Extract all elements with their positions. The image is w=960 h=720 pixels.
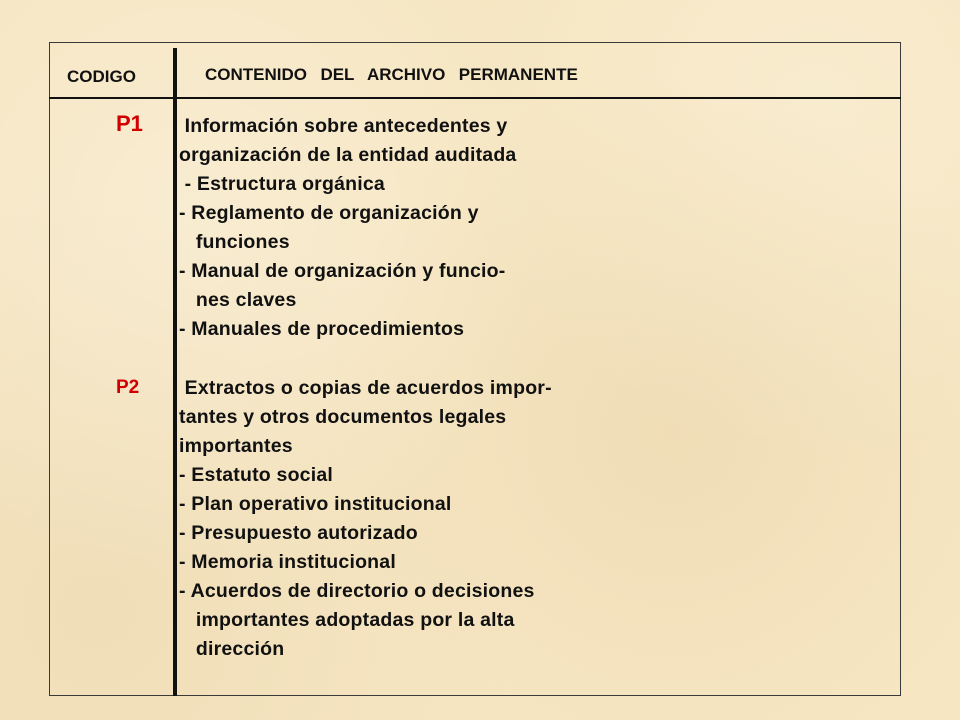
content-p1 — [179, 112, 516, 344]
content-line: organización de la entidad auditada — [179, 144, 517, 166]
content-line: importantes adoptadas por la alta — [179, 609, 515, 631]
code-p1: P1 — [116, 111, 143, 136]
code-p2: P2 — [116, 377, 140, 398]
content-line: - Estatuto social — [179, 464, 334, 486]
content-line: - Memoria institucional — [179, 551, 396, 573]
content-line: importantes — [179, 435, 293, 457]
content-line: - Manuales de procedimientos — [179, 318, 465, 340]
column-divider — [173, 48, 177, 696]
content-line: - Presupuesto autorizado — [179, 522, 418, 544]
content-line: - Acuerdos de directorio o decisiones — [179, 580, 535, 602]
content-line: funciones — [179, 231, 290, 253]
column-header-code: CODIGO — [67, 67, 136, 86]
content-line: Extractos o copias de acuerdos impor- — [179, 377, 552, 399]
content-p2 — [179, 374, 552, 664]
content-line: dirección — [179, 638, 285, 660]
content-line: - Manual de organización y funcio- — [179, 260, 506, 282]
content-line: tantes y otros documentos legales — [179, 406, 507, 428]
content-line: Información sobre antecedentes y — [179, 115, 508, 137]
content-line: nes claves — [179, 289, 297, 311]
column-header-content: CONTENIDO DEL ARCHIVO PERMANENTE — [205, 65, 578, 84]
content-line: - Reglamento de organización y — [179, 202, 479, 224]
header-divider — [49, 97, 901, 99]
content-line: - Plan operativo institucional — [179, 493, 452, 515]
content-line: - Estructura orgánica — [179, 173, 385, 195]
